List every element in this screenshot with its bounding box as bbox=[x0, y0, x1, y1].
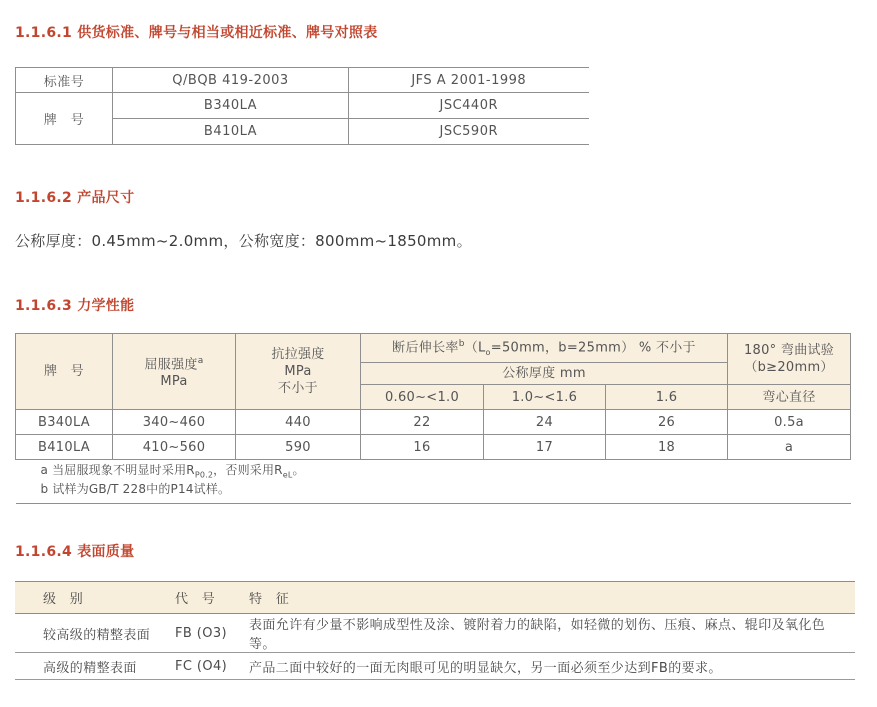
elongation-cell-1: 16 bbox=[361, 435, 484, 460]
yield-unit: MPa bbox=[160, 374, 188, 390]
elongation-cell-3: 18 bbox=[606, 435, 728, 460]
mechanical-properties-table bbox=[15, 333, 851, 504]
section-heading-1162: 1.1.6.2 产品尺寸 bbox=[15, 190, 135, 206]
grade-cell: B340LA bbox=[16, 410, 113, 435]
table-row-b340la bbox=[16, 410, 851, 435]
yield-cell: 410~560 bbox=[113, 435, 236, 460]
tensile-unit: MPa bbox=[284, 364, 312, 379]
thickness-range-2: 1.0~<1.6 bbox=[484, 385, 606, 410]
col-tensile-header bbox=[236, 334, 361, 410]
bend-test-condition: （b≥20mm） bbox=[744, 360, 834, 375]
footnote-a-text: a 当屈服现象不明显时采用R bbox=[40, 463, 195, 477]
standards-grades-table bbox=[15, 67, 589, 145]
col-yield-header bbox=[113, 334, 236, 410]
bend-cell: 0.5a bbox=[728, 410, 851, 435]
table-row bbox=[16, 68, 589, 93]
jfs-grade-1: JSC440R bbox=[349, 93, 589, 119]
surface-row-fb bbox=[15, 614, 855, 653]
col-bend-test-header bbox=[728, 334, 851, 385]
tensile-cell: 440 bbox=[236, 410, 361, 435]
elongation-paren: （L bbox=[464, 339, 486, 355]
surface-feature-cell: 产品二面中较好的一面无肉眼可见的明显缺欠，另一面必须至少达到FB的要求。 bbox=[243, 653, 855, 680]
table-row-b410la bbox=[16, 435, 851, 460]
col-grade-header: 牌 号 bbox=[16, 334, 113, 410]
table-footnotes bbox=[16, 460, 851, 504]
gauge-length-subscript: o bbox=[485, 347, 491, 357]
product-dimensions-text: 公称厚度：0.45mm~2.0mm，公称宽度：800mm~1850mm。 bbox=[15, 232, 472, 250]
bqb-standard-value: Q/BQB 419-2003 bbox=[113, 68, 349, 93]
col-elongation-header bbox=[361, 334, 728, 363]
surface-feature-cell: 表面允许有少量不影响成型性及涂、镀附着力的缺陷，如轻微的划伤、压痕、麻点、辊印及氧化色等。 bbox=[243, 614, 855, 653]
footnote-a-end: 。 bbox=[292, 463, 305, 477]
header-row-1 bbox=[16, 334, 851, 363]
class-column-header: 级 别 bbox=[15, 582, 165, 614]
surface-row-fc bbox=[15, 653, 855, 680]
yield-cell: 340~460 bbox=[113, 410, 236, 435]
code-column-header: 代 号 bbox=[165, 582, 243, 614]
tensile-label: 抗拉强度 bbox=[271, 347, 325, 362]
surface-quality-table bbox=[15, 581, 855, 680]
elongation-cell-1: 22 bbox=[361, 410, 484, 435]
section-heading-1163: 1.1.6.3 力学性能 bbox=[15, 298, 135, 314]
rel-subscript: eL bbox=[282, 470, 293, 480]
standard-no-label: 标准号 bbox=[16, 68, 113, 93]
bend-cell: a bbox=[728, 435, 851, 460]
thickness-range-3: 1.6 bbox=[606, 385, 728, 410]
elongation-cell-2: 24 bbox=[484, 410, 606, 435]
nominal-thickness-header: 公称厚度 mm bbox=[361, 363, 728, 385]
elongation-cell-2: 17 bbox=[484, 435, 606, 460]
footnote-a-text2: ，否则采用R bbox=[213, 463, 283, 477]
rp02-subscript: P0.2 bbox=[194, 470, 214, 480]
bqb-grade-2: B410LA bbox=[113, 119, 349, 145]
jfs-standard-value: JFS A 2001-1998 bbox=[349, 68, 589, 93]
bend-test-label: 180° 弯曲试验 bbox=[743, 343, 835, 358]
yield-footnote-mark: a bbox=[197, 355, 204, 366]
section-heading-1161: 1.1.6.1 供货标准、牌号与相当或相近标准、牌号对照表 bbox=[15, 25, 378, 41]
grade-label: 牌 号 bbox=[16, 93, 113, 145]
elongation-cell-3: 26 bbox=[606, 410, 728, 435]
surface-class-cell: 较高级的精整表面 bbox=[15, 614, 165, 653]
surface-class-cell: 高级的精整表面 bbox=[15, 653, 165, 680]
elongation-label: 断后伸长率 bbox=[392, 339, 459, 355]
bqb-grade-1: B340LA bbox=[113, 93, 349, 119]
tensile-cell: 590 bbox=[236, 435, 361, 460]
yield-label: 屈服强度 bbox=[144, 357, 198, 373]
footnote-row bbox=[16, 460, 851, 504]
surface-header-row bbox=[15, 582, 855, 614]
elongation-condition: =50mm，b=25mm） % 不小于 bbox=[490, 339, 696, 355]
thickness-range-1: 0.60~<1.0 bbox=[361, 385, 484, 410]
feature-column-header: 特 征 bbox=[243, 582, 855, 614]
footnote-b: b 试样为GB/T 228中的P14试样。 bbox=[40, 482, 231, 497]
surface-code-cell: FC (O4) bbox=[165, 653, 243, 680]
grade-cell: B410LA bbox=[16, 435, 113, 460]
section-heading-1164: 1.1.6.4 表面质量 bbox=[15, 544, 135, 560]
tensile-qualifier: 不小于 bbox=[278, 381, 318, 396]
bend-diameter-header: 弯心直径 bbox=[728, 385, 851, 410]
footnote-a bbox=[41, 463, 851, 482]
surface-code-cell: FB (O3) bbox=[165, 614, 243, 653]
jfs-grade-2: JSC590R bbox=[349, 119, 589, 145]
elongation-footnote-mark: b bbox=[458, 338, 465, 349]
table-row bbox=[16, 93, 589, 119]
